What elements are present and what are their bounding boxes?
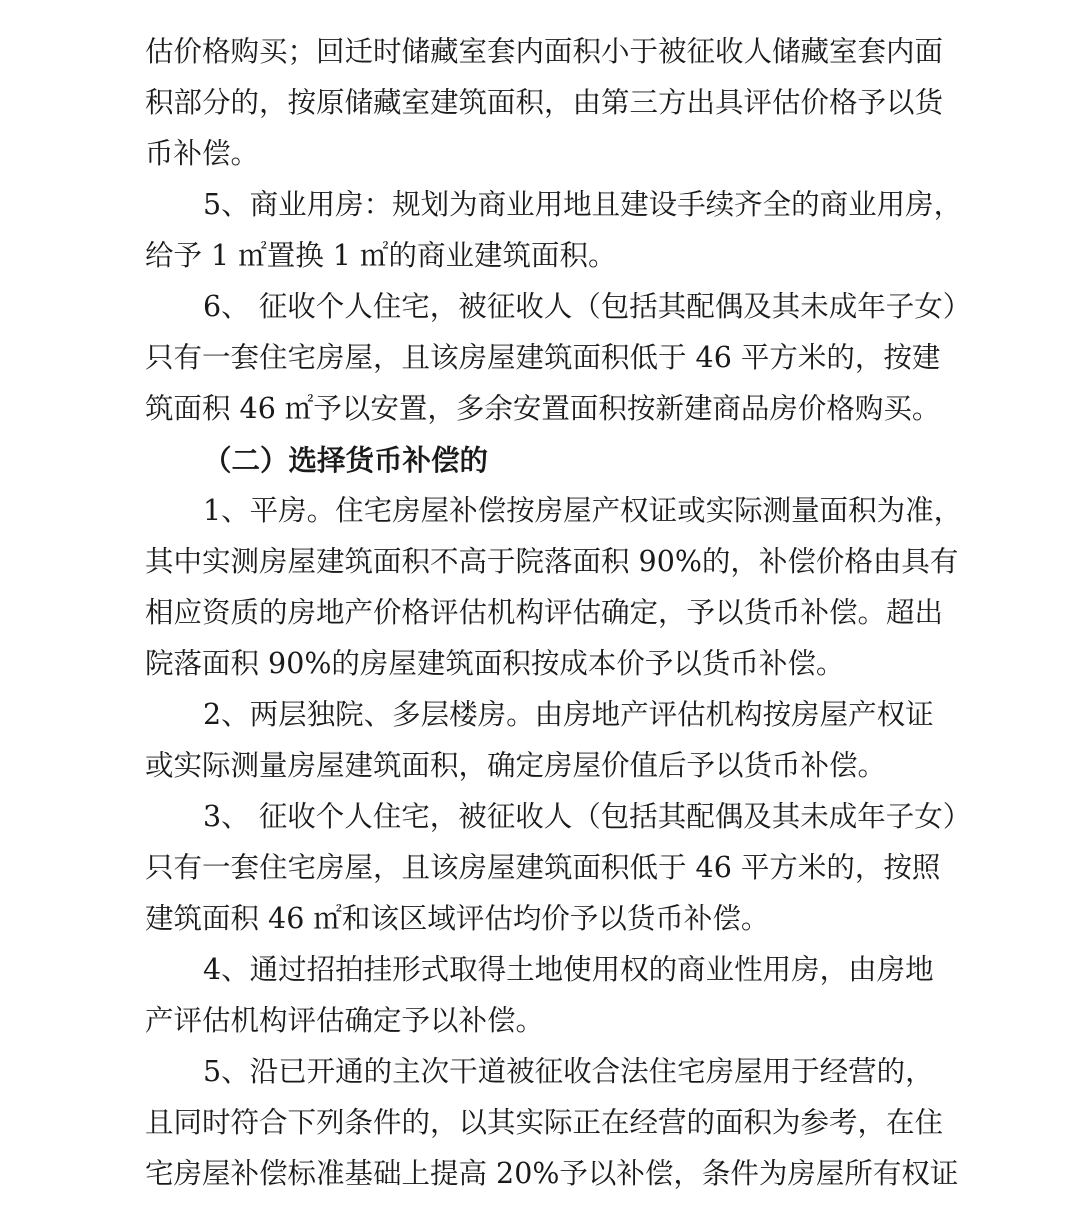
text-line: 5、商业用房：规划为商业用地且建设手续齐全的商业用房， xyxy=(203,188,963,221)
text-line: 相应资质的房地产价格评估机构评估确定，予以货币补偿。超出 xyxy=(145,596,944,629)
section-heading: （二）选择货币补偿的 xyxy=(203,443,489,477)
text-line: 建筑面积 46 ㎡和该区域评估均价予以货币补偿。 xyxy=(145,902,770,935)
text-line: 3、 征收个人住宅，被征收人（包括其配偶及其未成年子女） xyxy=(203,800,972,833)
text-line: 2、两层独院、多层楼房。由房地产评估机构按房屋产权证 xyxy=(203,698,934,731)
text-line: 产评估机构评估确定予以补偿。 xyxy=(145,1004,545,1037)
text-line: 宅房屋补偿标准基础上提高 20%予以补偿，条件为房屋所有权证 xyxy=(145,1157,959,1190)
text-line: 4、通过招拍挂形式取得土地使用权的商业性用房，由房地 xyxy=(203,953,934,986)
text-line: 院落面积 90%的房屋建筑面积按成本价予以货币补偿。 xyxy=(145,647,845,680)
text-line: 只有一套住宅房屋，且该房屋建筑面积低于 46 平方米的，按建 xyxy=(145,341,941,374)
text-line: 筑面积 46 ㎡予以安置，多余安置面积按新建商品房价格购买。 xyxy=(145,392,941,425)
text-line: 且同时符合下列条件的，以其实际正在经营的面积为参考，在住 xyxy=(145,1106,944,1139)
text-line: 积部分的，按原储藏室建筑面积，由第三方出具评估价格予以货 xyxy=(145,86,944,119)
text-line: 1、平房。住宅房屋补偿按房屋产权证或实际测量面积为准， xyxy=(203,494,963,527)
text-line: 币补偿。 xyxy=(145,137,260,170)
text-line: 5、沿已开通的主次干道被征收合法住宅房屋用于经营的， xyxy=(203,1055,934,1088)
text-line: 只有一套住宅房屋，且该房屋建筑面积低于 46 平方米的，按照 xyxy=(145,851,941,884)
text-line: 6、 征收个人住宅，被征收人（包括其配偶及其未成年子女） xyxy=(203,290,972,323)
text-line: 或实际测量房屋建筑面积，确定房屋价值后予以货币补偿。 xyxy=(145,749,887,782)
text-line: 其中实测房屋建筑面积不高于院落面积 90%的，补偿价格由具有 xyxy=(145,545,959,578)
text-line: 给予 1 ㎡置换 1 ㎡的商业建筑面积。 xyxy=(145,239,617,272)
text-line: 估价格购买；回迁时储藏室套内面积小于被征收人储藏室套内面 xyxy=(145,35,944,68)
